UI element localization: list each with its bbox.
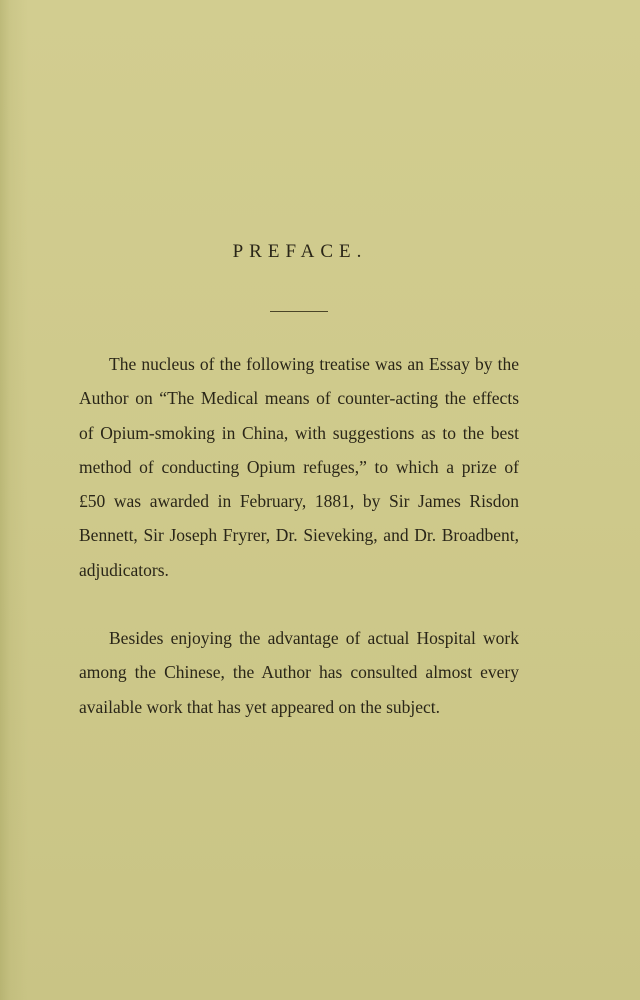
title-rule-divider — [270, 311, 328, 312]
paragraph-1: The nucleus of the following treatise was an Essay by the Author on “The Medical means of counter-acting the effects of Opium-smoking in China, with suggestions as to the best method of conducting Opium refuges,” to which a prize of £50 was awarded in February, 1881, by Sir James Risdon Bennett, Sir Joseph Fryrer, Dr. Sieveking, and Dr. Broadbent, adjudicators. — [79, 354, 519, 580]
page-title: PREFACE. — [232, 241, 368, 262]
paragraph-2: Besides enjoying the advantage of actual Hospital work among the Chinese, the Author has consulted almost every available work that has yet appeared on the subject. — [79, 628, 519, 717]
